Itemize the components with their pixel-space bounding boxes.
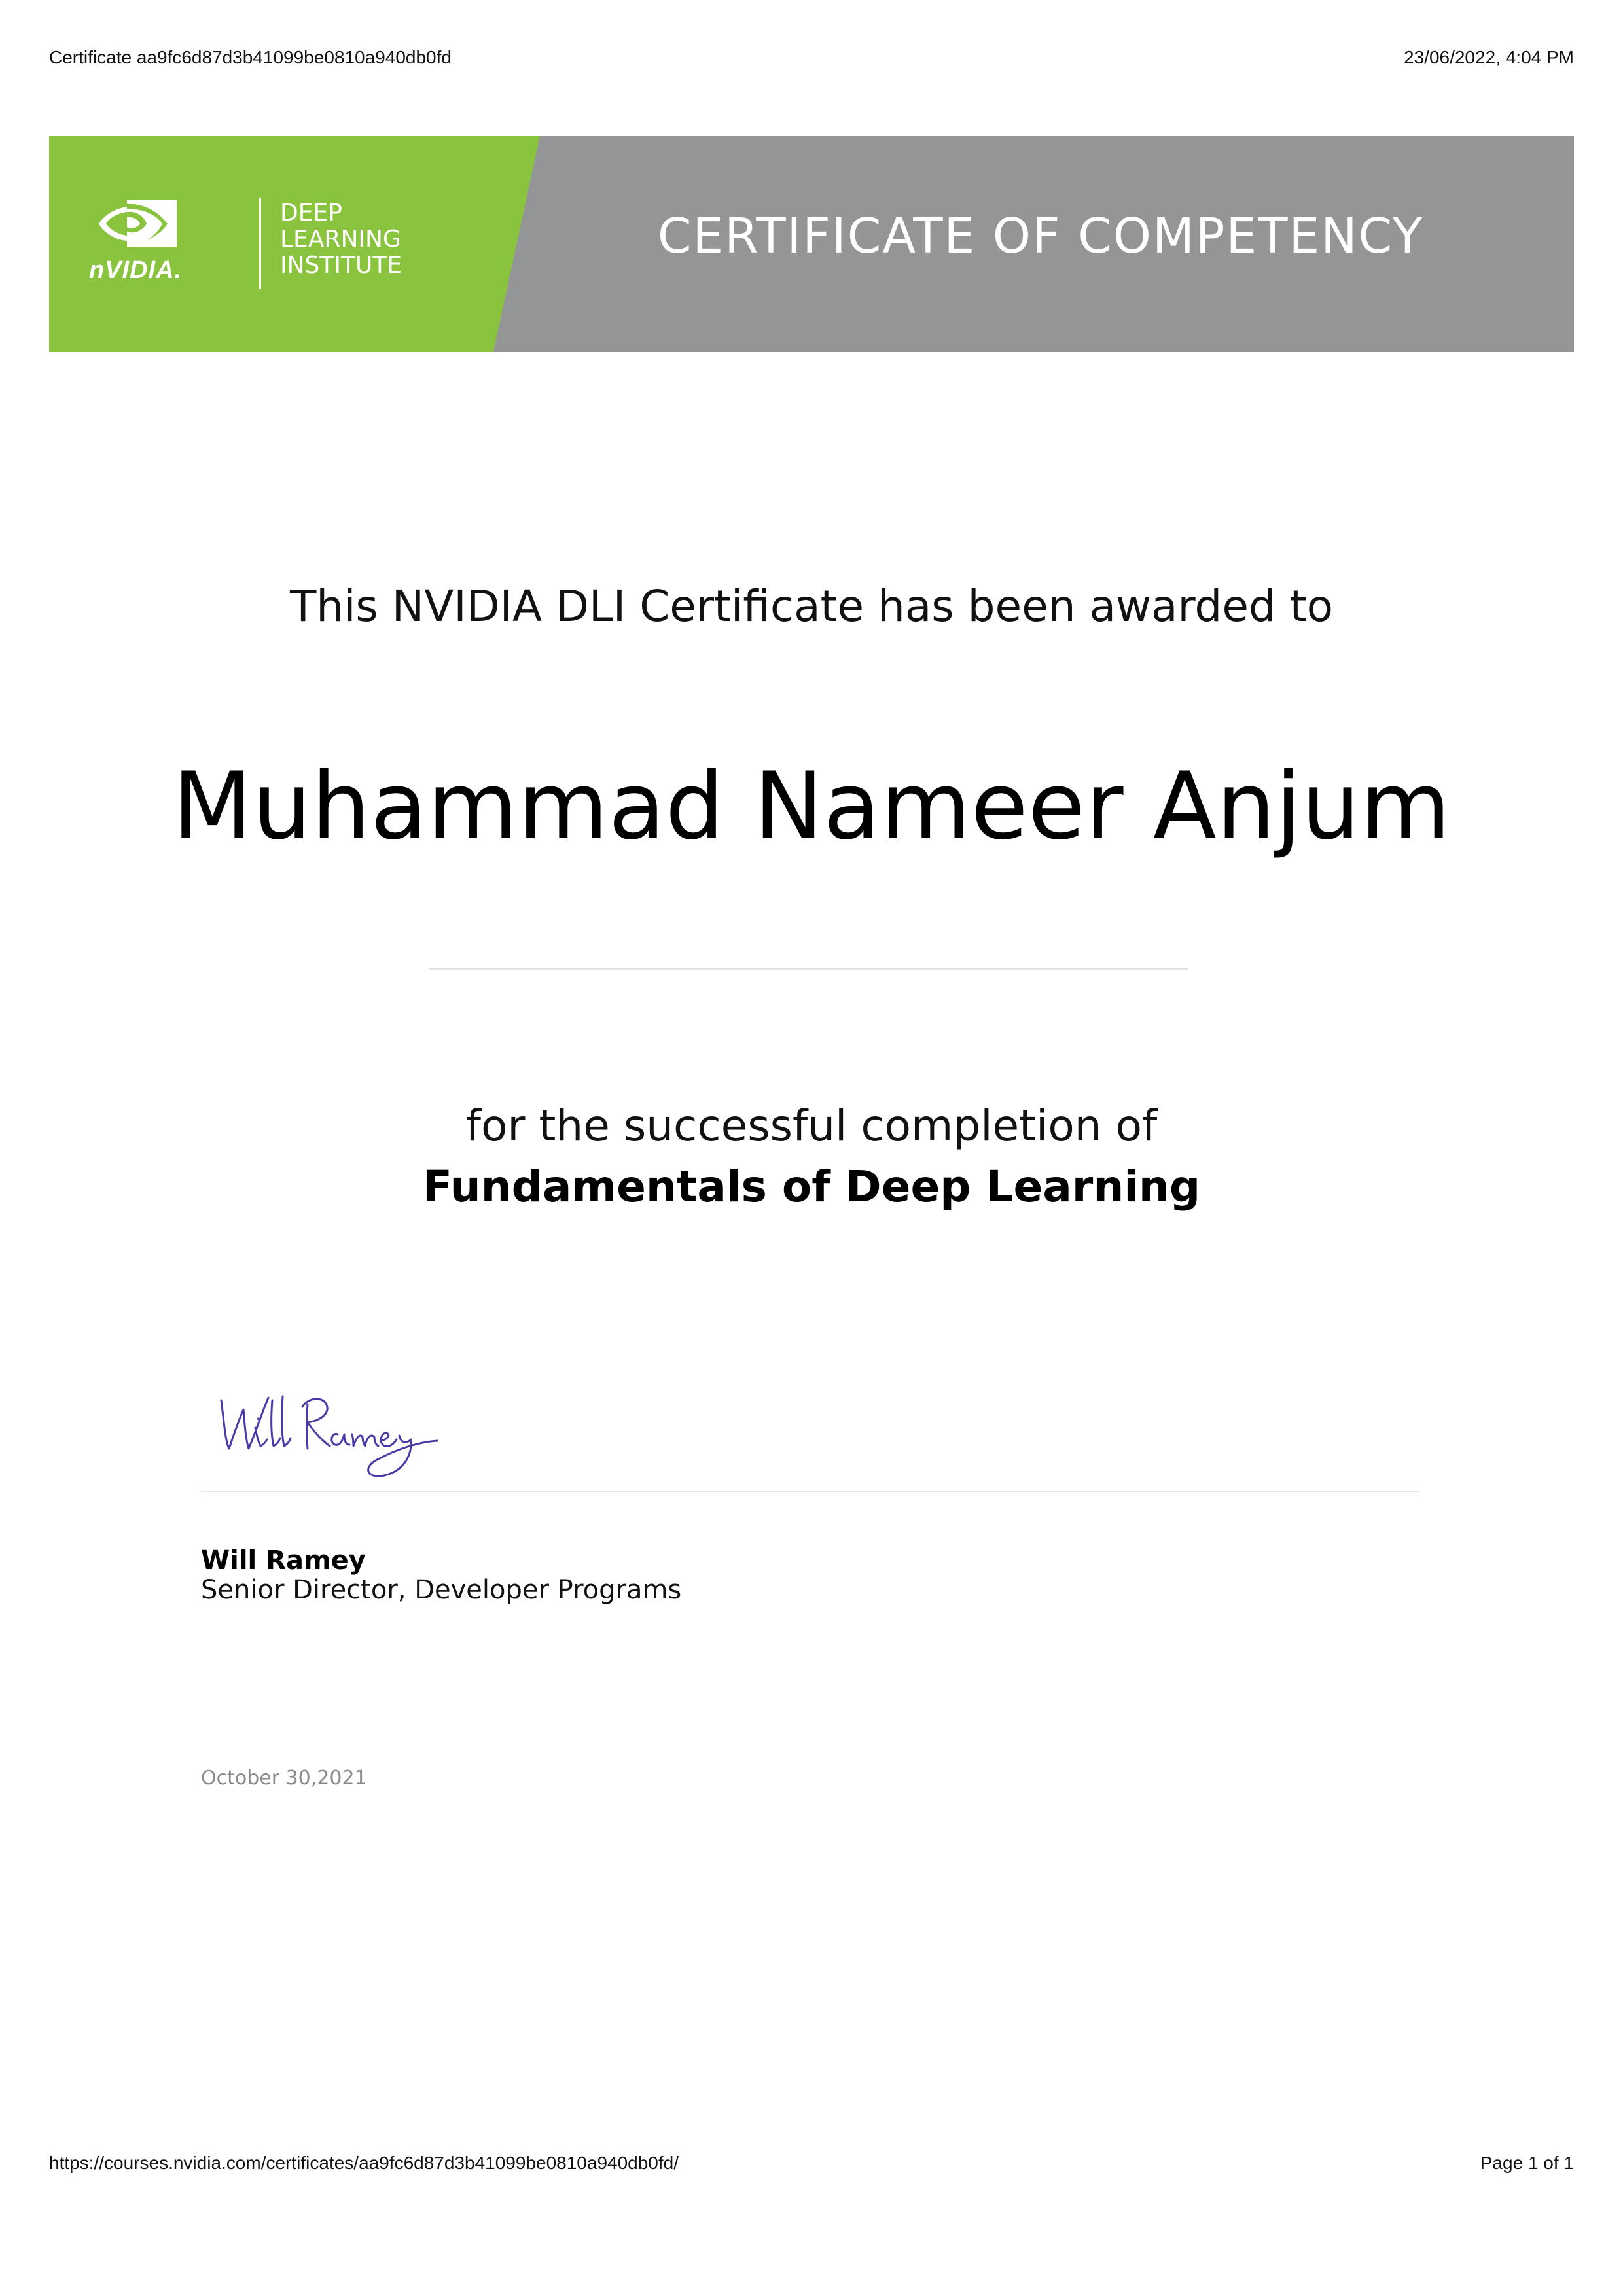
certificate-title: CERTIFICATE OF COMPETENCY bbox=[657, 208, 1424, 264]
print-header-title: Certificate aa9fc6d87d3b41099be0810a940db0fd bbox=[49, 47, 452, 67]
dli-logo-line: DEEP bbox=[280, 200, 342, 226]
dli-logo-text bbox=[280, 200, 402, 279]
nvidia-wordmark: nVIDIA. bbox=[89, 256, 183, 284]
signer-title: Senior Director, Developer Programs bbox=[201, 1575, 682, 1605]
course-title: Fundamentals of Deep Learning bbox=[422, 1161, 1201, 1212]
print-header bbox=[49, 47, 1574, 68]
page-number: Page 1 of 1 bbox=[1480, 2153, 1574, 2173]
awarded-text: This NVIDIA DLI Certificate has been awarded to bbox=[289, 581, 1334, 631]
completion-text: for the successful completion of bbox=[465, 1101, 1158, 1151]
print-header-datetime: 23/06/2022, 4:04 PM bbox=[1404, 47, 1574, 67]
signer-name: Will Ramey bbox=[201, 1545, 366, 1576]
certificate-url-link[interactable]: https://courses.nvidia.com/certificates/aa9fc6d87d3b41099be0810a940db0fd/ bbox=[49, 2153, 679, 2173]
issue-date: October 30,2021 bbox=[201, 1767, 367, 1790]
name-divider bbox=[429, 968, 1188, 970]
dli-logo-line: LEARNING bbox=[280, 226, 401, 253]
recipient-name: Muhammad Nameer Anjum bbox=[172, 752, 1451, 860]
signature-line bbox=[201, 1491, 1419, 1492]
logo-divider bbox=[259, 198, 261, 289]
signature-image bbox=[209, 1381, 445, 1485]
nvidia-eye-logo-icon bbox=[97, 198, 179, 250]
dli-logo-line: INSTITUTE bbox=[280, 252, 402, 279]
print-footer bbox=[49, 2153, 1574, 2174]
